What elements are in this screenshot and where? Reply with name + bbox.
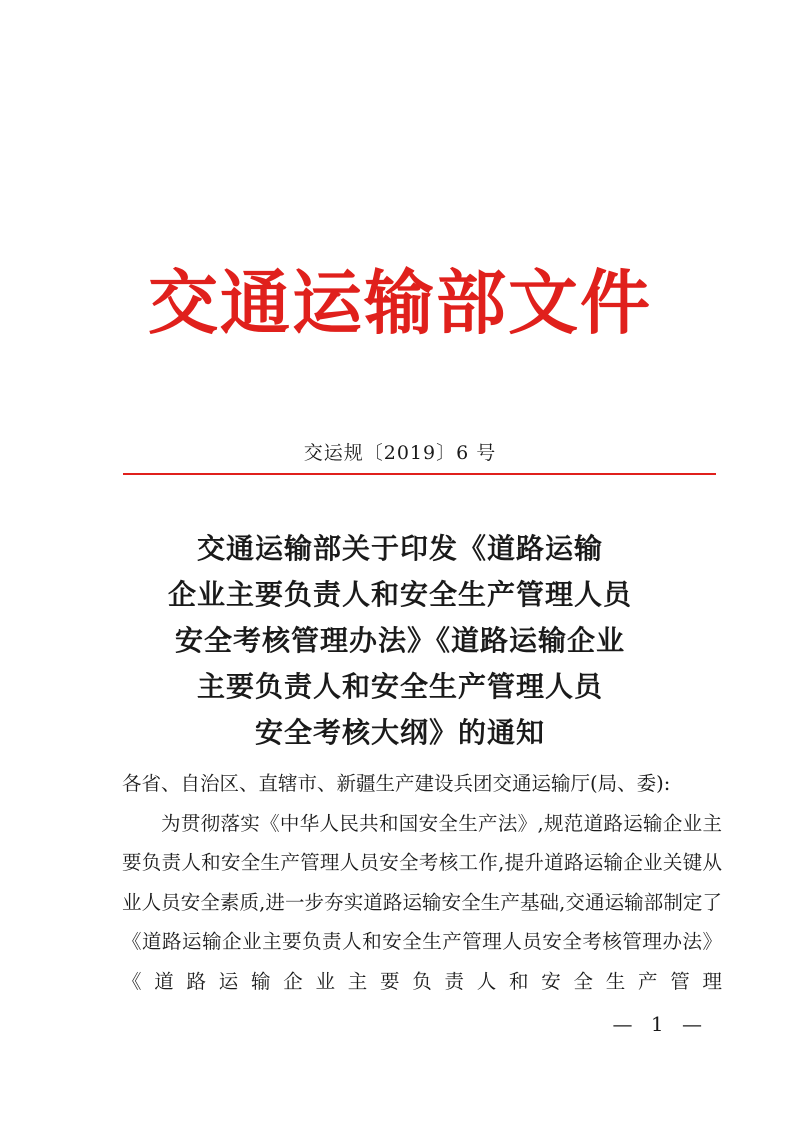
body-paragraph-1: 为贯彻落实《中华人民共和国安全生产法》,规范道路运输企业主要负责人和安全生产管理人员安全考核工作,提升道路运输企业关键从业人员安全素质,进一步夯实道路运输安全生产基础,交通运输部制定了《道路运输企业主要负责人和安全生产管理人员安全考核管理办法》《道路运输企业主要负责人和安全生产管理 [122,811,722,993]
title-line-2: 企业主要负责人和安全生产管理人员 [167,578,632,611]
document-body [122,764,722,1001]
red-divider-line [123,473,716,475]
salutation: 各省、自治区、直辖市、新疆生产建设兵团交通运输厅(局、委): [122,772,671,795]
title-line-1: 交通运输部关于印发《道路运输 [196,532,603,565]
title-line-5: 安全考核大纲》的通知 [254,716,545,749]
document-number: 交运规〔2019〕6 号 [303,442,497,464]
title-line-4: 主要负责人和安全生产管理人员 [196,670,603,703]
organization-header: 交通运输部文件 [148,261,652,344]
title-line-3: 安全考核管理办法》《道路运输企业 [174,624,625,657]
page-number: — 1 — [612,1012,708,1036]
document-title [0,526,800,756]
